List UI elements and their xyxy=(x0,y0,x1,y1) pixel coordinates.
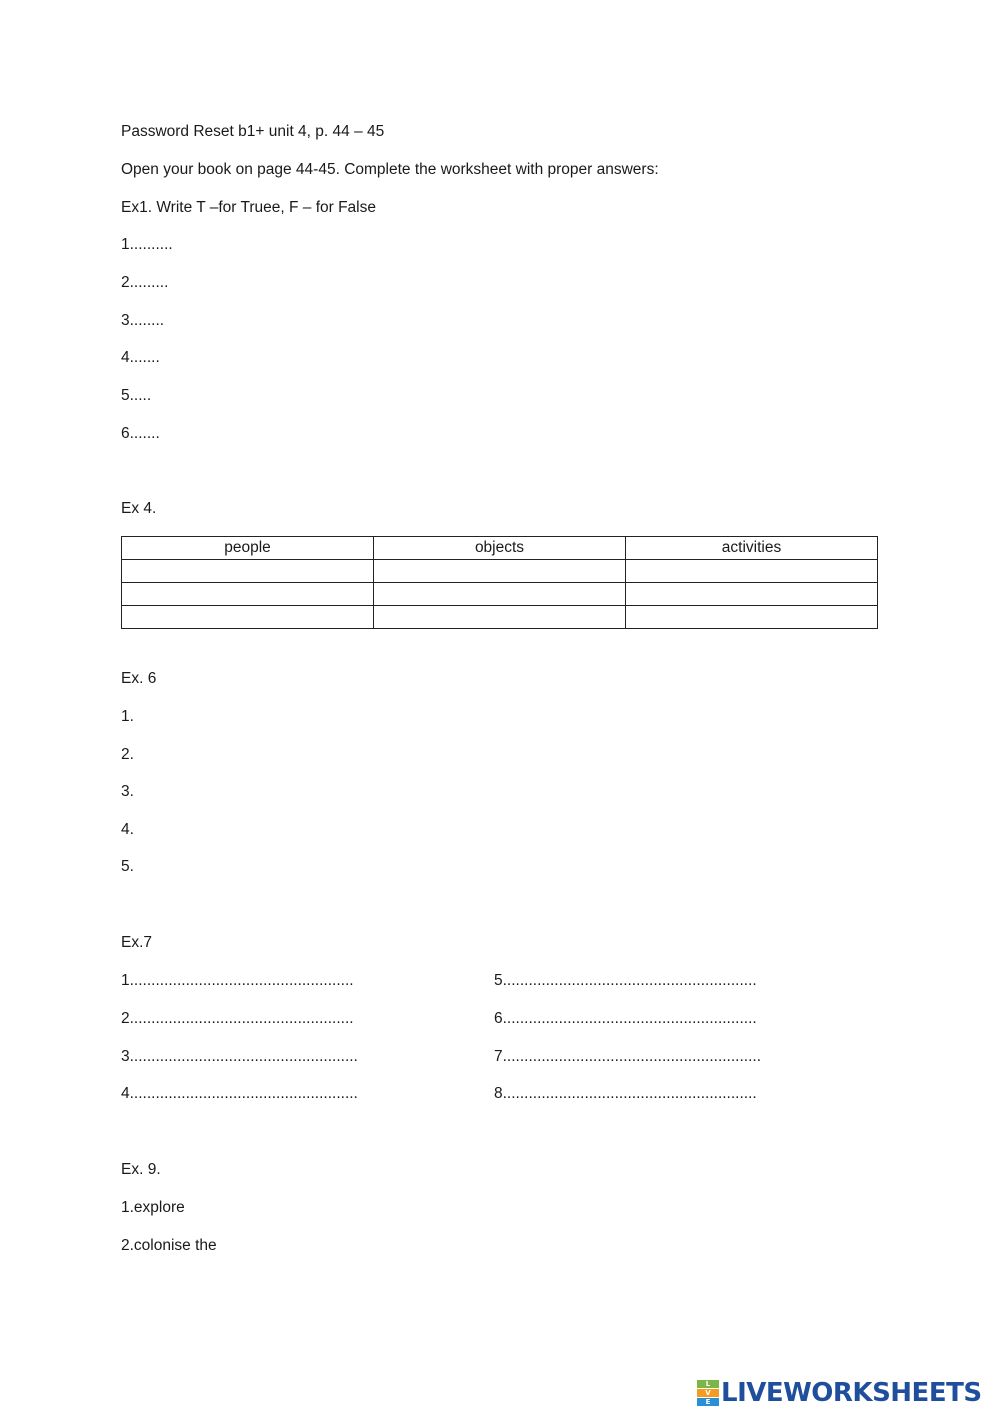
logo-text: LIVEWORKSHEETS xyxy=(721,1378,982,1408)
ex7-answer-1[interactable]: 1.................................................... xyxy=(121,972,354,989)
ex6-answer-4[interactable]: 4. xyxy=(121,821,134,838)
ex4-heading: Ex 4. xyxy=(121,500,157,517)
ex9-item-1: 1.explore xyxy=(121,1199,185,1216)
ex4-col-objects: objects xyxy=(374,537,626,560)
ex4-cell[interactable] xyxy=(374,583,626,606)
ex7-answer-8[interactable]: 8........................................................... xyxy=(494,1085,757,1102)
ex6-answer-5[interactable]: 5. xyxy=(121,858,134,875)
ex4-cell[interactable] xyxy=(374,560,626,583)
ex7-answer-4[interactable]: 4..................................................... xyxy=(121,1085,358,1102)
table-row xyxy=(122,583,878,606)
ex4-cell[interactable] xyxy=(626,583,878,606)
ex9-heading: Ex. 9. xyxy=(121,1161,161,1178)
ex7-heading: Ex.7 xyxy=(121,934,153,951)
page-title: Password Reset b1+ unit 4, p. 44 – 45 xyxy=(121,123,385,140)
ex4-cell[interactable] xyxy=(626,606,878,629)
ex1-answer-1[interactable]: 1.......... xyxy=(121,236,173,253)
ex1-heading: Ex1. Write T –for Truee, F – for False xyxy=(121,199,376,216)
logo-badge-letter: L xyxy=(697,1380,719,1388)
ex1-answer-4[interactable]: 4....... xyxy=(121,349,160,366)
ex6-answer-1[interactable]: 1. xyxy=(121,708,134,725)
ex7-answer-3[interactable]: 3..................................................... xyxy=(121,1048,358,1065)
ex6-answer-2[interactable]: 2. xyxy=(121,746,134,763)
logo-badge-letter: E xyxy=(697,1398,719,1406)
ex1-answer-2[interactable]: 2......... xyxy=(121,274,169,291)
ex4-col-people: people xyxy=(122,537,374,560)
ex4-col-activities: activities xyxy=(626,537,878,560)
instruction-text: Open your book on page 44-45. Complete the worksheet with proper answers: xyxy=(121,161,659,178)
ex1-answer-5[interactable]: 5..... xyxy=(121,387,152,404)
ex7-answer-5[interactable]: 5........................................................... xyxy=(494,972,757,989)
ex4-cell[interactable] xyxy=(122,560,374,583)
ex7-answer-7[interactable]: 7............................................................ xyxy=(494,1048,762,1065)
logo-badge-letter: V xyxy=(697,1389,719,1397)
table-row xyxy=(122,606,878,629)
logo-badge-icon xyxy=(697,1380,719,1406)
ex7-answer-6[interactable]: 6........................................................... xyxy=(494,1010,757,1027)
ex4-cell[interactable] xyxy=(122,583,374,606)
ex4-cell[interactable] xyxy=(374,606,626,629)
ex6-heading: Ex. 6 xyxy=(121,670,157,687)
table-row xyxy=(122,560,878,583)
ex7-answer-2[interactable]: 2.................................................... xyxy=(121,1010,354,1027)
ex4-header-row xyxy=(122,537,878,560)
ex1-answer-6[interactable]: 6....... xyxy=(121,425,160,442)
liveworksheets-logo xyxy=(697,1378,982,1408)
ex4-cell[interactable] xyxy=(122,606,374,629)
ex4-table xyxy=(121,536,878,629)
ex1-answer-3[interactable]: 3........ xyxy=(121,312,165,329)
ex6-answer-3[interactable]: 3. xyxy=(121,783,134,800)
ex4-cell[interactable] xyxy=(626,560,878,583)
ex9-item-2: 2.colonise the xyxy=(121,1237,217,1254)
